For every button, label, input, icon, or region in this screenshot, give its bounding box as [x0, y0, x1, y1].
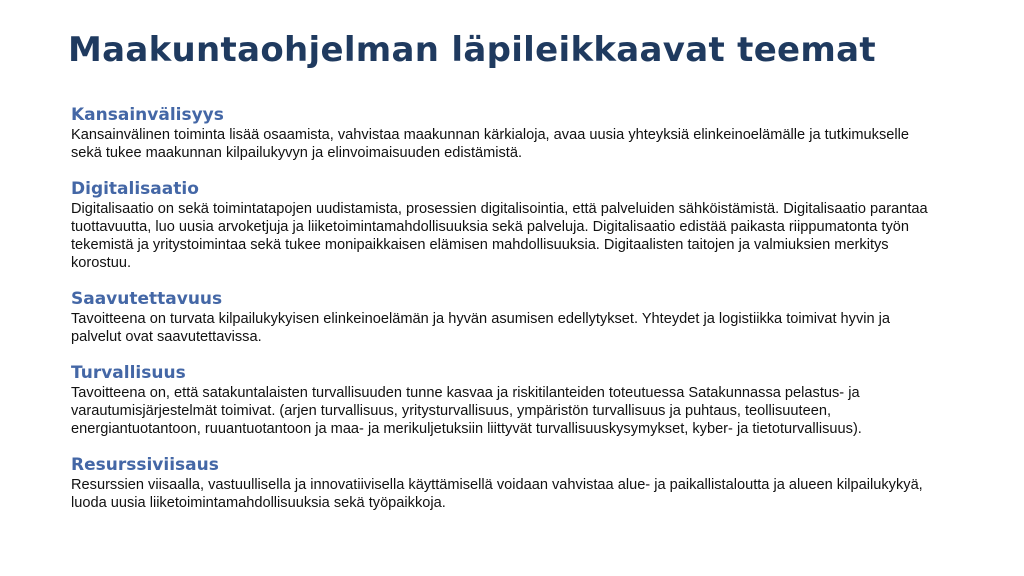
theme-section-kansainvalisyys	[71, 104, 931, 162]
section-body: Tavoitteena on turvata kilpailukykyisen elinkeinoelämän ja hyvän asumisen edellytykset. Yhteydet ja logistiikka toimivat hyvin ja palvelut ovat saavutettavissa.	[71, 311, 891, 345]
section-body: Digitalisaatio on sekä toimintatapojen uudistamista, prosessien digitalisointia, että palveluiden sähköistämistä. Digitalisaatio parantaa tuottavuutta, luo uusia arvoketjuja ja liiketoimintamahdollisuuksia sekä palveluja. Digitalisaatio edistää paikasta riippumatonta työn tekemistä ja yritystoimintaa sekä tukee monipaikkaisen elämisen mahdollisuuksia. Digitaalisten taitojen ja valmiuksien merkitys korostuu.	[71, 201, 928, 271]
theme-list	[71, 104, 931, 512]
section-body: Tavoitteena on, että satakuntalaisten turvallisuuden tunne kasvaa ja riskitilanteiden toteutuessa Satakunnassa pelastus- ja varautumisjärjestelmät toimivat. (arjen turvallisuus, yritysturvallisuus, ympäristön turvallisuus ja puhtaus, teollisuuteen, energiantuotantoon, ruuantuotantoon ja maa- ja merikuljetuksiin liittyvät turvallisuuskysymykset, kyber- ja tietoturvallisuus).	[71, 385, 862, 437]
theme-section-saavutettavuus	[71, 288, 931, 346]
theme-section-digitalisaatio	[71, 178, 931, 272]
slide-title: Maakuntaohjelman läpileikkaavat teemat	[68, 30, 876, 70]
section-heading: Saavutettavuus	[71, 289, 223, 309]
section-heading: Digitalisaatio	[71, 179, 199, 199]
section-heading: Kansainvälisyys	[71, 105, 224, 125]
theme-section-resurssiviisaus	[71, 454, 931, 512]
theme-section-turvallisuus	[71, 362, 931, 438]
section-heading: Resurssiviisaus	[71, 455, 219, 475]
section-heading: Turvallisuus	[71, 363, 186, 383]
section-body: Kansainvälinen toiminta lisää osaamista, vahvistaa maakunnan kärkialoja, avaa uusia yhteyksiä elinkeinoelämälle ja tutkimukselle sekä tukee maakunnan kilpailukyvyn ja elinvoimaisuuden edistämistä.	[71, 127, 909, 161]
section-body: Resurssien viisaalla, vastuullisella ja innovatiivisella käyttämisellä voidaan vahvistaa alue- ja paikallistaloutta ja alueen kilpailukykyä, luoda uusia liiketoimintamahdollisuuksia sekä työpaikkoja.	[71, 477, 923, 511]
